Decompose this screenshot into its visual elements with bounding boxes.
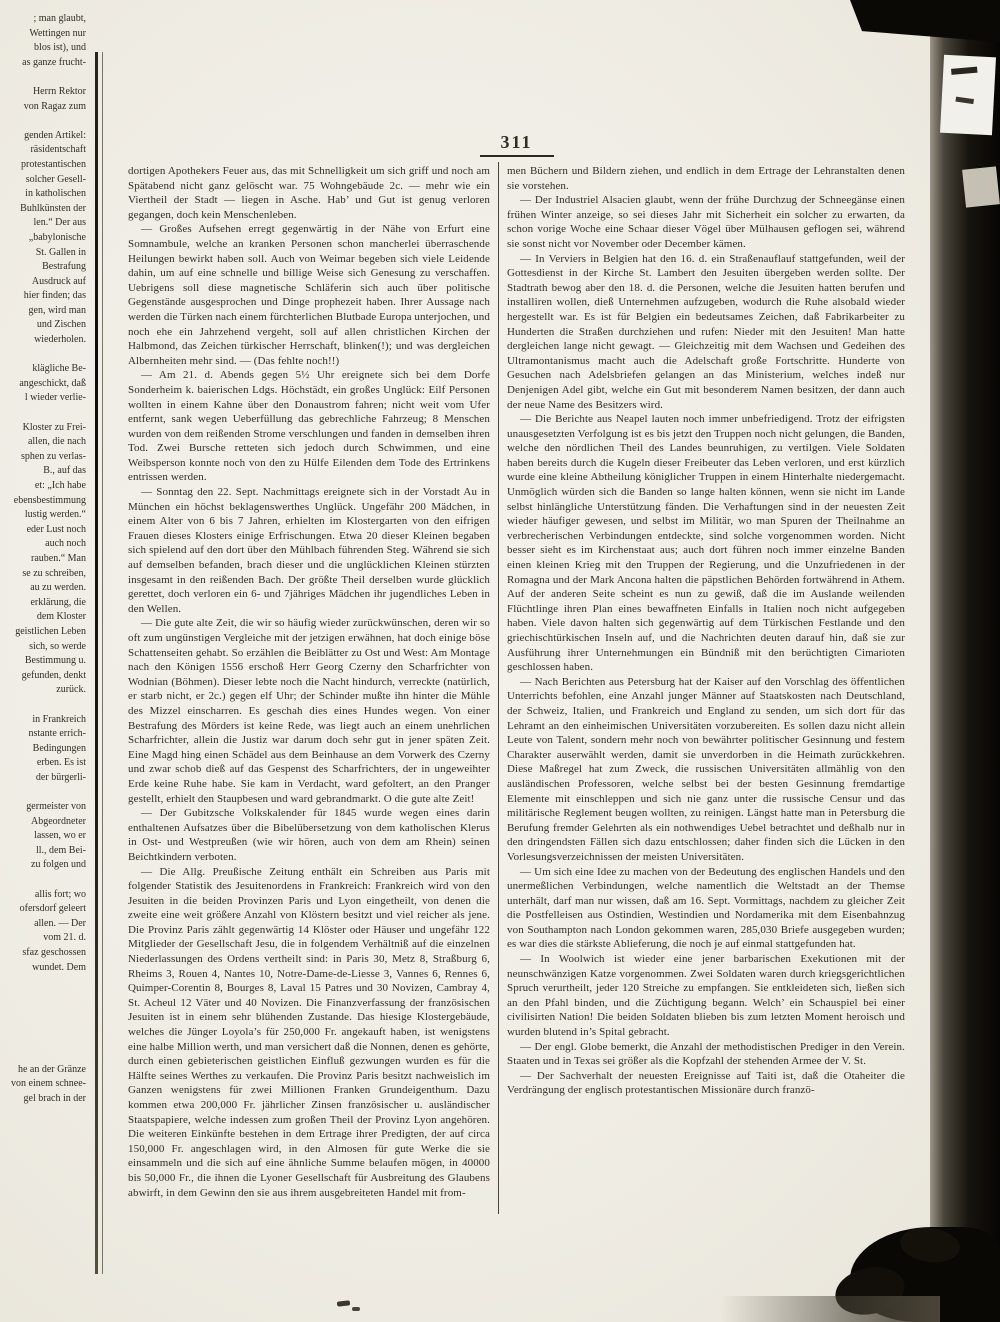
paragraph: men Büchern und Bildern ziehen, und endlich in dem Ertrage der Lehranstalten denen sie vorstehen. xyxy=(507,165,905,192)
scan-ink-mark xyxy=(955,97,974,104)
margin-fragment: vom 21. d. xyxy=(43,932,86,944)
margin-fragment xyxy=(0,1034,86,1049)
margin-fragment: ebensbestimmung xyxy=(13,494,86,506)
margin-fragment: in katholischen xyxy=(25,188,86,200)
margin-fragment: von Ragaz zum xyxy=(23,100,86,112)
margin-fragment: erben. Es ist xyxy=(36,757,86,769)
margin-fragment xyxy=(0,406,86,421)
margin-fragment: Buhlkünsten der xyxy=(20,202,86,214)
margin-fragment xyxy=(0,990,86,1005)
margin-fragment xyxy=(0,873,86,888)
page-number-rule xyxy=(480,155,554,157)
paragraph: — Der Gubitzsche Volkskalender für 1845 wurde wegen eines darin enthaltenen Aufsatzes über die Bibelübersetzung von dem katholischen Klerus in Ost- und Westpreußen (wie wir hören, auch von dem am Rhein) seinen Beichtkindern verboten. xyxy=(128,807,490,863)
margin-fragment: zurück. xyxy=(56,684,86,696)
margin-fragment: sfaz geschossen xyxy=(22,947,86,958)
margin-fragment: gefunden, denkt xyxy=(21,669,86,681)
scan-smear xyxy=(720,1296,940,1322)
margin-fragment: ; man glaubt, xyxy=(33,13,86,24)
binding-gutter-line xyxy=(95,52,98,1274)
margin-fragment: blos ist), und xyxy=(34,42,86,54)
margin-fragment xyxy=(0,114,86,129)
margin-fragment: allen, die nach xyxy=(27,436,86,448)
margin-fragment xyxy=(0,348,86,363)
margin-fragment: Bedingungen xyxy=(32,742,86,754)
binding-gutter-line-secondary xyxy=(102,52,103,1274)
margin-fragment: ofersdorf geleert xyxy=(19,903,86,915)
margin-fragment: angeschickt, daß xyxy=(19,377,86,389)
scan-ink-mark xyxy=(951,67,977,75)
margin-fragment: gen, wird man xyxy=(28,304,86,316)
margin-fragment: se zu schreiben, xyxy=(22,567,86,579)
adjacent-page-column xyxy=(0,12,90,1107)
margin-fragment: protestantischen xyxy=(21,158,86,170)
margin-fragment: dem Kloster xyxy=(36,611,86,623)
margin-fragment: rauben.“ Man xyxy=(31,552,86,564)
margin-fragment: Bestrafung xyxy=(42,261,86,273)
margin-fragment: sich, so werde xyxy=(29,640,86,652)
scan-edge-highlight xyxy=(962,166,1000,207)
right-column xyxy=(507,164,905,1098)
paragraph: — Der Industriel Alsacien glaubt, wenn der frühe Durchzug der Schneegänse einen frühen Winter anzeige, so sei dieses Jahr mit Sicherheit ein solcher zu erwarten, da schon vorige Woche eine Schaar dieser Vögel über Mülhausen geflogen sei, während sie sonst nicht vor November oder December kämen. xyxy=(507,194,905,250)
paragraph: — Am 21. d. Abends gegen 5½ Uhr ereignete sich bei dem Dorfe Sonderheim k. baierischen Ldgs. Höchstädt, ein großes Unglück: Eilf Personen wollten in einem Kahne über den Donaustrom fahren; nicht weit vom Ufer entfernt, sank wegen Ueberfüllung das gebrechliche Fahrzeug; 8 Menschen wurden von dem reißenden Strome verschlungen und fanden in demselben ihren Tod. Zwei Bursche retteten sich jedoch durch Schwimmen, und eine Weibsperson konnte noch von den zu Hülfe Eilenden dem Tode des Ertrinkens entrissen werden. xyxy=(128,369,490,484)
paragraph: — Sonntag den 22. Sept. Nachmittags ereignete sich in der Vorstadt Au in München ein höchst beklagenswerthes Unglück. Ungefähr 200 Mädchen, in einem Alter von 6 bis 7 Jahren, erhielten im Klostergarten von den eifrigen Frauen dieses Klosters einige Erfrischungen. Etwa 20 dieser Kleinen begaben sich spielend auf den dort über den Mühlbach führenden Steg. Während sie sich auf demselben befanden, brach dieser und die unglücklichen Kleinen stürzten insgesamt in den reißenden Bach. Der größte Theil derselben wurde glücklich gerettet, doch verloren ein 6- und 7jähriges Mädchen ihr jugendliches Leben in den Wellen. xyxy=(128,486,490,615)
margin-fragment: auch noch xyxy=(45,538,86,550)
margin-fragment xyxy=(0,698,86,713)
margin-fragment xyxy=(0,785,86,800)
margin-fragment: Kloster zu Frei- xyxy=(22,421,86,433)
margin-fragment: allen. — Der xyxy=(34,917,86,929)
margin-fragment: und Zischen xyxy=(36,319,86,331)
margin-fragment: räsidentschaft xyxy=(30,144,86,156)
paragraph: — In Verviers in Belgien hat den 16. d. ein Straßenauflauf stattgefunden, weil der Gottesdienst in der Kirche St. Lambert den Jesuiten übergeben werden sollte. Der Stadtrath bewog aber den 18. d. die Personen, welche die Jesuiten hatten berufen und installiren wollen, dieß Unternehmen aufzugeben, wodurch die Ruhe alsobald wieder hergestellt war. Es ist für Belgien ein bedeutsames Zeichen, daß Fabrikarbeiter zu Hunderten die Straßen durchziehen und rufen: Nieder mit den Jesuiten! Man hatte dergleichen lange nicht gewagt. — Gleichzeitig mit dem Wachsen und Gedeihen des Ultramontanismus macht auch die Adelschaft große Fortschritte. Hunderte von Gesuchen nach Adelsbriefen gelangen an das Ministerium, welches indeß nur Denjenigen Adel gibt, welche ein Gut mit besonderem Namen besitzen, der dann auch der neue Name des Besitzers wird. xyxy=(507,252,905,411)
margin-fragment: zu folgen und xyxy=(31,859,86,871)
column-divider-rule xyxy=(498,162,499,1214)
margin-fragment: nstante errich- xyxy=(28,728,86,740)
left-column xyxy=(128,164,490,1200)
margin-fragment: wundet. Dem xyxy=(32,961,86,973)
margin-fragment: hier finden; das xyxy=(23,290,86,302)
margin-fragment: klägliche Be- xyxy=(32,363,86,375)
margin-fragment: wiederholen. xyxy=(34,334,86,346)
margin-fragment: au zu werden. xyxy=(30,582,86,594)
margin-fragment: len.“ Der aus xyxy=(33,217,86,229)
scan-paper-scrap xyxy=(940,55,996,136)
margin-fragment: „babylonische xyxy=(28,231,86,243)
margin-fragment: he an der Gränze xyxy=(17,1063,86,1075)
margin-fragment: der bürgerli- xyxy=(35,771,86,783)
margin-fragment xyxy=(0,1019,86,1034)
page-header xyxy=(128,132,905,157)
margin-fragment: ll., dem Bei- xyxy=(36,844,86,856)
paragraph: — Die Allg. Preußische Zeitung enthält ein Schreiben aus Paris mit folgender Statistik des Jesuitenordens in Frankreich: Frankreich wird von den Jesuiten in die beiden Provinzen Paris und Lyon eingetheilt, von denen die zweite eine weit größere Anzahl von Klöstern besitzt und viel reicher als jene. Die Provinz Paris zählt gegenwärtig 14 Klöster oder Häuser und ungefähr 122 Mitglieder der Gesellschaft Jesu, die in folgendem Verhältniß auf die einzelnen Niederlassungen des Ordens vertheilt sind: in Paris 30, Metz 8, Straßburg 6, Rheims 3, Rouen 4, Nantes 10, Notre-Dame-de-Liesse 3, Vannes 6, Rennes 6, Quimper-Corentin 8, Bourges 8, Laval 15 Patres und 30 Novizen, Cambray 4, St. Acheul 12 Väter und 40 Novizen. Die Finanzverfassung der französischen Jesuiten ist in einem sehr blühenden Zustande. Das hiesige Klostergebäude, welches die Jünger Loyola’s für 250,000 Fr. angekauft haben, ist wenigstens eine halbe Million werth, und man versichert daß die Nonnen, denen es gehörte, durch einen gebieterischen geistlichen Einfluß gezwungen wurden es für die Hälfte seines Werthes zu verkaufen. Die Provinz Paris besitzt nachweislich im Ganzen wenigstens für zwei Millionen Franken Grundeigenthum. Dazu kommen etwa 200,000 Fr. jährlicher Zinsen französischer u. ausländischer Staatspapiere, welche indessen zum großen Theil der Provinz Lyon angehören. Die weiteren Einkünfte bestehen in dem Ertrage ihrer Predigten, der auf circa 150,000 Fr. angeschlagen wird, in den Almosen für gute Werke die sie einsammeln und die sich auf eine ähnliche Summe belaufen mögen, in 40000 bis 50,000 Fr., die ihnen die Lyoner Gesellschaft für Ausbreitung des Glaubens abwirft, in dem Gewinn den sie aus ihrem ausgebreiteten Handel mit from- xyxy=(128,865,490,1199)
margin-fragment: Wettingen nur xyxy=(29,27,86,39)
margin-fragment: von einem schnee- xyxy=(11,1078,86,1090)
margin-fragment: solcher Gesell- xyxy=(25,173,86,185)
paragraph: — Nach Berichten aus Petersburg hat der Kaiser auf den Vorschlag des öffentlichen Unterrichts befohlen, eine Anzahl junger Männer auf Staatskosten nach Deutschland, der Schweiz, Italien, und Frankreich und England zu senden, um sich dort für das Lehramt an den einheimischen Universitäten vorzubereiten. Es sollen dazu nicht allein Leute von Talent, sondern mehr noch von bewährter politischer Gesinnung und festem Charakter auserwählt werden, damit sie unverdorben in die Heimath zurückkehren. Diese Maßregel hat zum Zweck, die russischen Universitäten allmählig von den ausländischen Professoren, welche selbst bei der besten Gesinnung fremdartige Elemente mit einschleppen und sich nie ganz unter die russische Censur und das militärische Reglement beugen wollten, zu reinigen. Längst hatte man in Petersburg die Berufung fremder Gelehrten als ein nothwendiges Uebel betrachtet und deßhalb nur in den dringendsten Fällen sich dazu entschlossen; daher finden sich die Lücken in den Vorlesungsverzeichnissen der meisten Universitäten. xyxy=(507,675,905,863)
paragraph: — Großes Aufsehen erregt gegenwärtig in der Nähe von Erfurt eine Somnambule, welche an kranken Personen schon mancherlei überraschende Heilungen bewirkt haben soll. Auch von Weimar begeben sich viele Leidende dahin, um auf eine schnelle und billige Weise sich Genesung zu verschaffen. Uebrigens soll diese magnetische Schläferin sich auch über politische Gegenstände ausgesprochen und Dinge prophezeit haben. Ihrer Aussage nach werden die Türken nach einem fürchterlichen Blutbade Europa unterjochen, und noch ehe ein Jahrzehend vergeht, soll auf allen christlichen Kirchen der Halbmond, das Zeichen türkischer Herrschaft, blinken(!); und was dergleichen Albernheiten mehr sind. — (Das fehlte noch!!) xyxy=(128,223,490,367)
paragraph: — Um sich eine Idee zu machen von der Bedeutung des englischen Handels und den unermeßlichen Verbindungen, welche namentlich die Weltstadt an der Themse unterhält, darf man nur wissen, daß am 16. Sept. Vormittags, nachdem zu gleicher Zeit die Postfelleisen aus Ostindien, Westindien und Nordamerika mit dem Eisenbahnzug von Southampton nach London gekommen waren, 285,030 Briefe ausgegeben wurden; es war dies die stärkste Ablieferung, die noch je auf einmal stattgefunden hat. xyxy=(507,865,905,951)
margin-fragment: gel brach in der xyxy=(23,1092,86,1104)
paragraph: — Der Sachverhalt der neuesten Ereignisse auf Taiti ist, daß die Otaheiter die Verdrängung der englisch protestantischen Missionäre durch franzö- xyxy=(507,1069,905,1097)
margin-fragment: B., auf das xyxy=(43,465,86,477)
margin-fragment: erklärung, die xyxy=(30,596,86,608)
page-number: 311 xyxy=(500,132,533,152)
margin-fragment: geistlichen Leben xyxy=(15,625,86,637)
margin-fragment: lassen, wo er xyxy=(34,830,86,842)
margin-fragment: St. Gallen in xyxy=(35,246,86,258)
margin-fragment: Bestimmung u. xyxy=(24,655,86,667)
margin-fragment xyxy=(0,1048,86,1063)
margin-fragment: lustig werden.“ xyxy=(24,509,86,521)
margin-fragment: allis fort; wo xyxy=(34,888,86,900)
margin-fragment: Ausdruck auf xyxy=(31,275,86,287)
margin-fragment: genden Artikel: xyxy=(24,129,86,141)
margin-fragment: Abgeordneter xyxy=(31,815,86,827)
margin-fragment: as ganze frucht- xyxy=(22,56,86,68)
paragraph: — Der engl. Globe bemerkt, die Anzahl der methodistischen Prediger in den Verein. Staaten und in Texas sei größer als die Kopfzahl der stehenden Armee der V. St. xyxy=(507,1040,905,1068)
paragraph: — Die Berichte aus Neapel lauten noch immer unbefriedigend. Trotz der eifrigsten unausgesetzten Verfolgung ist es bis jetzt den Truppen noch nicht gelungen, die Banden, welche den nördlichen Theil des Landes beunruhigen, zu vertilgen. Viele Soldaten haben bereits durch die Kugeln dieser Freibeuter das Leben verloren, und erst kürzlich wurde eine kleine Abtheilung königlicher Truppen in einem Hinterhalte niedergemacht. Unmöglich würden sich die Banden so lange halten können, wenn sie nicht im Lande selbst hinlängliche Unterstützung fänden. Die Verhaftungen sind in der neuesten Zeit wieder häufiger gewesen, und selbst im Militär, wo man Spuren der Theilnahme an verbrecherischen Verbindungen entdeckte, sind solche vorgenommen worden. Nicht besser sieht es im Kirchenstaat aus; auch dort führen noch immer einzelne Banden einen kleinen Krieg mit den Truppen der Regierung, und die Unzufriedenen in der Romagna und der Mark Ancona halten die päpstlichen Behörden fortwährend in Athem. Auf der anderen Seite scheint es nun zu gewiß, daß die im Auslande weilenden Flüchtlinge ihren Plan eines bewaffneten Einfalls in Italien noch nicht aufgegeben haben. Viele davon halten sich gegenwärtig auf dem Türkischen Festlande und den griechischtürkischen Inseln auf, und die Nachrichten deuten darauf hin, daß sie zur Ausführung ihrer Unternehmungen ein Bündniß mit den berüchtigten Cimarioten geschlossen haben. xyxy=(507,413,905,674)
margin-fragment xyxy=(0,70,86,85)
paragraph: dortigen Apothekers Feuer aus, das mit Schnelligkeit um sich griff und noch am Spätabend nicht ganz gelöscht war. 75 Wohngebäude 2c. — mehr wie ein Viertheil der Stadt — liegen in Asche. Hab’ und Gut ist genug verloren gegangen, doch kein Menschenleben. xyxy=(128,165,490,221)
margin-fragment: eder Lust noch xyxy=(26,523,86,535)
margin-fragment: et: „Ich habe xyxy=(34,480,86,491)
margin-fragment: germeister von xyxy=(26,801,86,813)
margin-fragment xyxy=(0,975,86,990)
margin-fragment: Herrn Rektor xyxy=(32,85,86,97)
margin-fragment xyxy=(0,1004,86,1019)
margin-fragment: in Frankreich xyxy=(32,713,86,725)
margin-fragment: sphen zu verlas- xyxy=(21,450,86,462)
paragraph: — In Woolwich ist wieder eine jener barbarischen Exekutionen mit der neunschwänzigen Katze vorgenommen. Zwei Soldaten waren durch kriegsgerichtlichen Spruch verurtheilt, jeder 120 Streiche zu empfangen. Sie entkleideten sich, ließen sich an den Pfahl binden, und die Züchtigung begann. Welch’ ein Schauspiel bei einer civilisirten Nation! Die beiden Soldaten blieben bis zum letzten Moment heroisch und wurden blutend in’s Spital gebracht. xyxy=(507,953,905,1039)
scan-speck xyxy=(352,1307,360,1311)
paragraph: — Die gute alte Zeit, die wir so häufig wieder zurückwünschen, deren wir so oft zum ungünstigen Vergleiche mit der jetzigen erwähnen, hat doch einige böse Schattenseiten gehabt. So erzählen die Beiblätter zu Ost und West: Am Montage nach den Königen 1556 erschoß Herr Georg Czerny den Scharfrichter von Wodnian (Böhmen). Dieser lebte noch die Nacht hindurch, verreckte (natürlich, er starb nicht, er 2c.) gegen elf Uhr; der Schinder mußte ihn hinter die Mühle des Mizzel einscharren. Es geschah dies eines Hundes wegen. Von einer Bestrafung des Mörders ist keine Rede, was liegt auch an einem unehrlichen Scharfrichter, allein die Justiz war darum doch sehr gut in jener späten Zeit. Eine Magd hing einen Schädel aus dem Beinhause an dem Vorwerk des Czerny und zwar schob dieß auf das Gespenst des Scharfrichters, der in ungeweihter Erde keine Ruhe habe. Sie kam in Verdacht, ward gefoltert, an den Pranger gestellt, erhielt den Staupbesen und ward gebrandmarkt. O die gute alte Zeit! xyxy=(128,617,490,805)
margin-fragment: l wieder verlie- xyxy=(24,392,86,404)
